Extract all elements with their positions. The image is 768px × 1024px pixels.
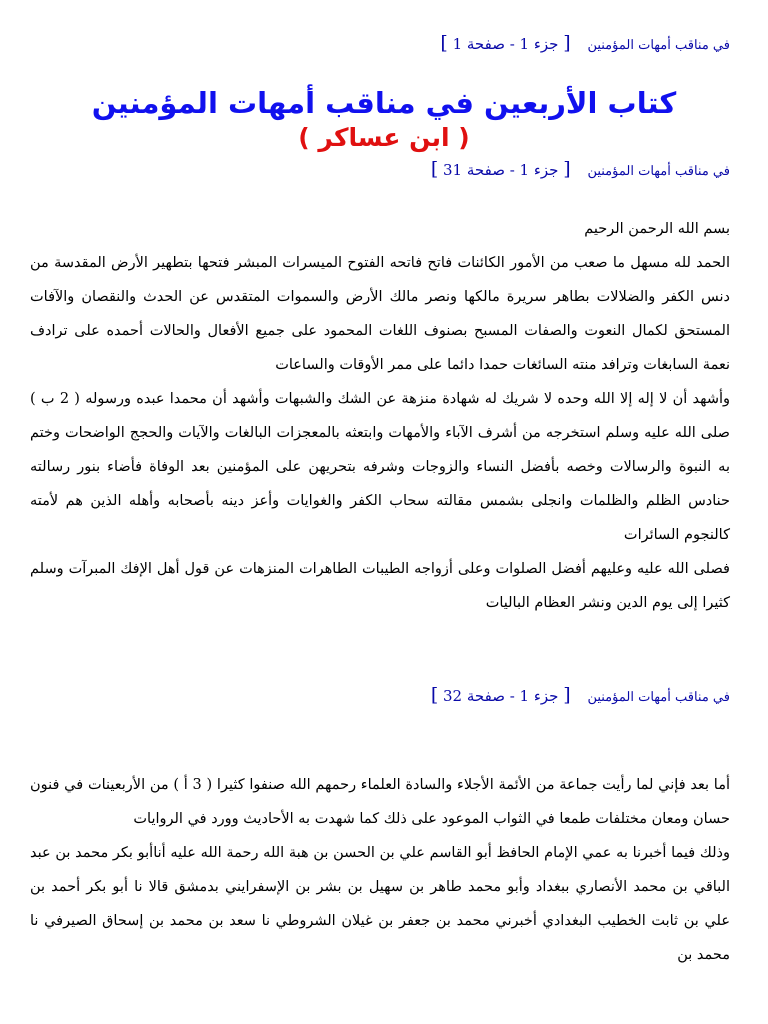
page-reference-31 bbox=[431, 158, 730, 180]
book-author: ( ابن عساكر ) bbox=[298, 123, 470, 152]
book-name: في مناقب أمهات المؤمنين bbox=[587, 164, 730, 179]
paragraph: فصلى الله عليه وعليهم أفضل الصلوات وعلى أزواجه الطيبات الطاهرات المنزهات عن قول أهل الإفك المبرآت وسلم كثيرا إلى يوم الدين ونشر العظام الباليات bbox=[30, 561, 730, 611]
section-2-text bbox=[30, 768, 730, 972]
close-bracket: ] bbox=[430, 684, 439, 706]
page-reference-header bbox=[440, 32, 730, 54]
paragraph: وأشهد أن لا إله إلا الله وحده لا شريك له شهادة منزهة عن الشك والشبهات وأشهد أن محمدا عبده ورسوله ( 2 ب ) صلى الله عليه وسلم استخرجه من أشرف الآباء والأمهات وابتعثه بالمعجزات البالغات والآيات والحجج الواضحات وختم به النبوة والرسالات وخصه بأفضل النساء والزوجات وشرفه بتحريهن على المؤمنين بعد الوفاة فأضاء بنور رسالته حنادس الظلم والظلمات وانجلى بشمس مقالته سحاب الكفر والغوايات وأعز دينه بأصحابه وأهله الذين هم لأمته كالنجوم السائرات bbox=[30, 391, 730, 543]
basmala: بسم الله الرحمن الرحيم bbox=[584, 221, 730, 237]
book-name: في مناقب أمهات المؤمنين bbox=[587, 38, 730, 53]
open-bracket: [ bbox=[563, 32, 571, 54]
open-bracket: [ bbox=[563, 158, 571, 180]
paragraph: أما بعد فإني لما رأيت جماعة من الأئمة الأجلاء والسادة العلماء رحمهم الله صنفوا كثيرا ( 3 أ ) من الأربعينات في فنون حسان ومعان مختلفات طمعا في الثواب الموعود على ذلك كما شهدت به الأحاديث وورد في الروايات bbox=[30, 777, 730, 827]
section-1-text bbox=[30, 212, 730, 620]
book-name: في مناقب أمهات المؤمنين bbox=[587, 690, 730, 705]
page-reference-32 bbox=[431, 684, 730, 706]
close-bracket: ] bbox=[440, 32, 448, 54]
paragraph: الحمد لله مسهل ما صعب من الأمور الكائنات فاتح فاتحه الفتوح الميسرات المبشر فتحها بتطهير الأرض المقدسة من دنس الكفر والضلالات بطاهر سريرة مالكها ونصر مالك الأرض والسموات المتقدس عن الحدث والنقصان والآفات المستحق لكمال النعوت والصفات المسبح بصنوف اللغات المحمود على جميع الأفعال والحالات أحمده على ترادف نعمة السابغات وترافد منته السائغات حمدا دائما على ممر الأوقات والساعات bbox=[30, 255, 731, 373]
book-title: كتاب الأربعين في مناقب أمهات المؤمنين bbox=[91, 86, 677, 120]
close-bracket: ] bbox=[430, 158, 439, 180]
part-page-label: جزء 1 - صفحة 1 bbox=[452, 35, 559, 53]
paragraph: وذلك فيما أخبرنا به عمي الإمام الحافظ أبو القاسم علي بن الحسن بن هبة الله رحمة الله عليه أناأبو بكر محمد بن عبد الباقي بن محمد الأنصاري ببغداد وأبو محمد طاهر بن سهيل بن بشر بن الإسفرايني بدمشق قالا نا أبو بكر أحمد بن علي بن ثابت الخطيب البغدادي أخبرني محمد بن جعفر بن غيلان الشروطي نا سعد بن محمد بن إسحاق الصيرفي نا محمد بن bbox=[30, 845, 730, 963]
part-page-label: جزء 1 - صفحة 31 bbox=[443, 161, 559, 179]
part-page-label: جزء 1 - صفحة 32 bbox=[443, 687, 559, 705]
open-bracket: [ bbox=[563, 684, 571, 706]
